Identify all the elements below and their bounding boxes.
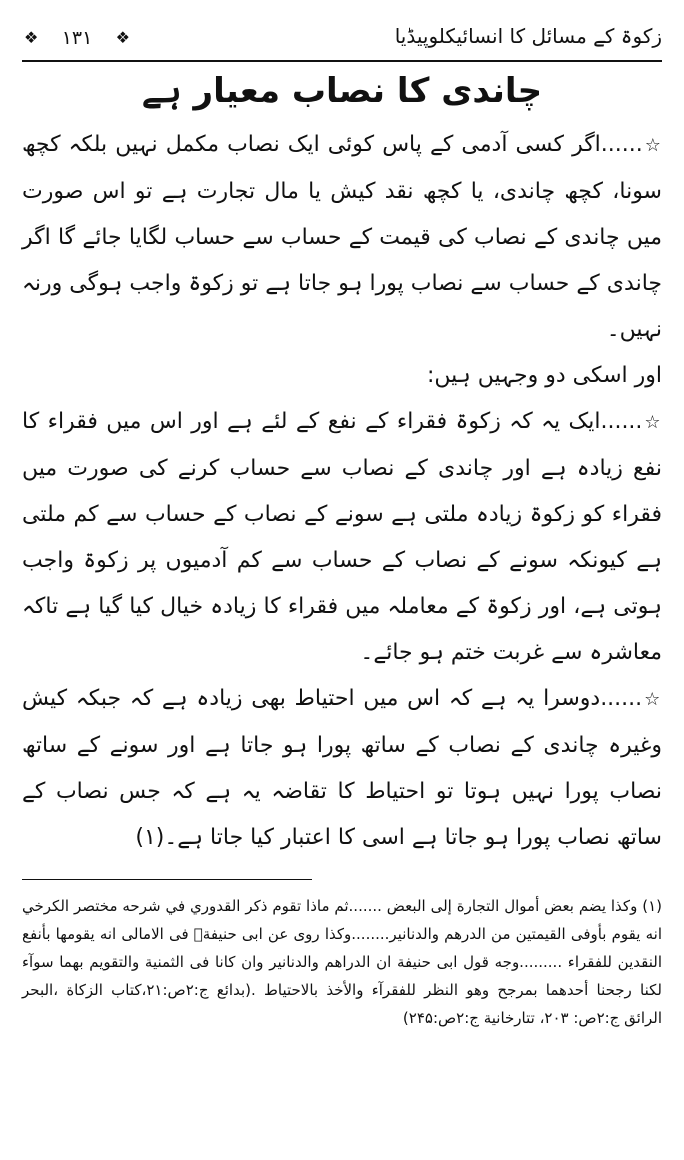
ornament-icon: ❖ bbox=[115, 28, 130, 47]
paragraph-text: ......اگر کسی آدمی کے پاس کوئی ایک نصاب مکمل نہیں بلکہ کچھ سونا، کچھ چاندی، یا کچھ نقد کیش یا مال تجارت ہے تو اس صورت میں چاندی کے نصاب کی قیمت کے حساب سے حساب لگایا جائے گا اگر چاندی کے حساب سے نصاب پورا ہو جاتا ہے تو زکوۃ واجب ہوگی ورنہ نہیں۔ bbox=[22, 132, 662, 342]
header-divider bbox=[22, 60, 662, 62]
body-text bbox=[22, 122, 662, 861]
paragraph-text: ......ایک یہ کہ زکوۃ فقراء کے نفع کے لئے ہے اور اس میں فقراء کا نفع زیادہ ہے اور چاندی کے نصاب سے حساب کرنے کی صورت میں فقراء کو زکوۃ زیادہ ملتی ہے سونے کے نصاب کے حساب سے کم ملتی ہے کیونکہ سونے کے نصاب کے حساب سے کم آدمیوں پر زکوۃ واجب ہوتی ہے، اور زکوۃ کے معاملہ میں فقراء کا زیادہ خیال کیا گیا ہے تاکہ معاشرہ سے غربت ختم ہو جائے۔ bbox=[22, 409, 662, 665]
page-number: ۱۳۱ bbox=[61, 27, 93, 49]
paragraph bbox=[22, 122, 662, 353]
book-title: زکوۃ کے مسائل کا انسائیکلوپیڈیا bbox=[394, 24, 662, 48]
footnote-divider bbox=[22, 879, 312, 880]
star-icon: ☆ bbox=[644, 412, 662, 433]
paragraph bbox=[22, 353, 662, 399]
paragraph bbox=[22, 399, 662, 676]
star-icon: ☆ bbox=[644, 135, 662, 156]
star-icon: ☆ bbox=[644, 689, 663, 710]
section-heading: چاندی کا نصاب معیار ہے bbox=[141, 71, 543, 111]
paragraph bbox=[22, 676, 662, 861]
ornament-icon: ❖ bbox=[24, 28, 39, 47]
page-header bbox=[22, 16, 662, 64]
footnote: (۱) وكذا يضم بعض أموال التجارة إلى البعض .......ثم ماذا تقوم ذكر القدوري في شرحه مختصر الكرخي انه يقوم بأوفى القيمتين من الدرهم والدنانير........وكذا روى عن ابى حنيفةؒ فى الامالى انه يقومها بأنفع النقدين للفقراء .........وجه قول ابى حنيفة ان الدراهم والدنانير وان كانا فى الثمنية والتقويم بهما سوآء لكنا رجحنا أحدهما بمرجح وهو النظر للفقرآء والأخذ بالاحتياط .(بدائع ج:۲ص:۲۱،كتاب الزكاة ،البحر الرائق ج:۲ص: ۲۰۳، تتارخانية ج:۲ص:۲۴۵) bbox=[22, 897, 662, 1027]
page-number-box bbox=[24, 24, 130, 52]
paragraph-text: اور اسکی دو وجہیں ہیں: bbox=[427, 363, 662, 388]
paragraph-text: ......دوسرا یہ ہے کہ اس میں احتیاط بھی زیادہ ہے کہ جبکہ کیش وغیرہ چاندی کے نصاب کے ساتھ پورا ہو جاتا ہے اور سونے کے ساتھ نصاب پورا نہیں ہوتا تو احتیاط کا تقاضہ یہ ہے کہ جس نصاب کے ساتھ نصاب پورا ہو جاتا ہے اسی کا اعتبار کیا جاتا ہے۔(۱) bbox=[22, 686, 662, 850]
